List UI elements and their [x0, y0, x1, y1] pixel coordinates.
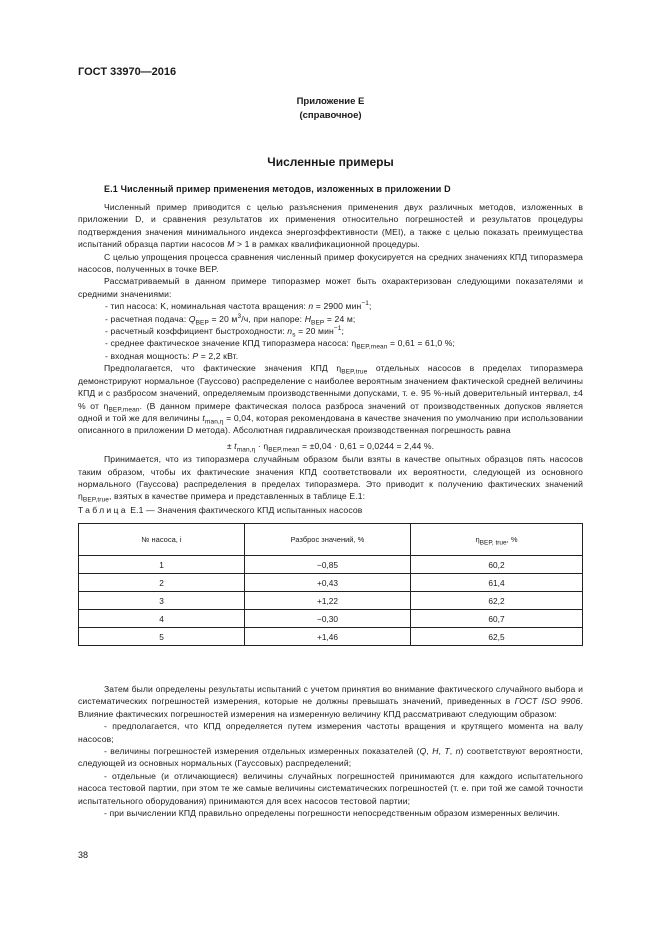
text-segment: /ч, при напоре: — [241, 313, 305, 324]
text-segment: Принимается, что из типоразмера случайным образом были взяты в качестве опытных образцов пять насосов таким образом, чтобы их фактические значения КПД соответствовали их вероятности, следующей из основного нормального (Гауссова) распределения в пределах типоразмера. Это приводит к получению фактических значений η — [78, 454, 583, 502]
text-segment: ; — [341, 326, 345, 337]
list-item — [78, 325, 583, 337]
text-segment: −1 — [361, 300, 370, 308]
table-row — [79, 610, 583, 628]
text-segment: - расчетная подача: — [105, 313, 189, 324]
header-unit: , % — [506, 535, 518, 544]
text-segment: BEP — [195, 319, 209, 327]
text-segment: - величины погрешностей измерения отдельных измеренных показателей ( — [104, 746, 420, 757]
cell-spread: +0,43 — [245, 574, 411, 592]
cell-pump-number: 3 — [79, 592, 245, 610]
list-item — [78, 770, 583, 807]
header-pump-number: № насоса, i — [79, 524, 245, 556]
text-segment: man,η — [236, 446, 256, 454]
table-row — [79, 574, 583, 592]
text-segment: , — [438, 746, 445, 757]
text-segment: ) соответствуют вероятности, следующей из основных нормальных (Гауссовых) распределений; — [78, 746, 584, 769]
text-segment: - отдельные (и отличающиеся) величины случайных погрешностей принимаются для каждого испытательного насоса тестовой партии, при этом те же самые величины систематических погрешностей (т. е. при той же самой точности испытательного оборудования) принимаются для всех насосов тестовой партии; — [78, 770, 583, 806]
efficiency-table — [78, 523, 583, 646]
table-header-row — [79, 524, 583, 556]
text-segment: = 0,61 = 61,0 %; — [387, 338, 456, 349]
text-segment: - входная мощность: — [105, 350, 193, 361]
paragraph — [78, 275, 583, 300]
text-segment: - среднее фактическое значение КПД типоразмера насоса: η — [105, 338, 357, 349]
cell-pump-number: 5 — [79, 628, 245, 646]
paragraph — [78, 251, 583, 276]
cell-spread: +1,46 — [245, 628, 411, 646]
section-title: Численные примеры — [267, 155, 394, 169]
cell-efficiency: 62,2 — [411, 592, 583, 610]
list-item — [78, 745, 583, 770]
text-segment: . (В данном примере фактическая полоса разброса значений от производственных допусков является одной и той же для величины — [78, 400, 583, 423]
text-segment: M — [227, 239, 235, 250]
text-segment: , — [426, 746, 433, 757]
text-segment: > 1 в рамках квалификационной процедуры. — [234, 239, 420, 250]
body-text-block-1 — [78, 201, 583, 503]
cell-spread: −0,30 — [245, 610, 411, 628]
list-item — [78, 313, 583, 325]
cell-spread: −0,85 — [245, 556, 411, 574]
text-segment: С целью упрощения процесса сравнения численный пример фокусируется на средних значениях КПД типоразмера насосов, полученных в точке BEP. — [78, 251, 583, 275]
text-segment: T — [444, 746, 450, 757]
text-segment: , — [449, 746, 456, 757]
text-segment: = 2900 мин — [313, 301, 362, 312]
text-segment: Q — [419, 746, 427, 757]
cell-efficiency: 60,7 — [411, 610, 583, 628]
text-segment: BEP,mean — [108, 406, 140, 414]
text-segment: BEP,true — [341, 369, 368, 376]
text-segment: H — [432, 746, 439, 757]
text-segment: = 0,04, которая рекомендована в качестве значения по умолчанию при использовании описанного в приложении D метода). Абсолютная гидравлическая производственная погрешность равна — [78, 412, 583, 436]
cell-pump-number: 1 — [79, 556, 245, 574]
cell-pump-number: 4 — [79, 610, 245, 628]
text-segment: = 20 мин — [295, 326, 334, 337]
text-segment: ; — [369, 301, 372, 312]
text-segment: отдельных насосов в пределах типоразмера демонстрируют нормальное (Гауссово) распределение с наиболее вероятным значением фактической средней величины КПД и с разбросом значений, определяемым производственными допусками, т. е. 95 %-ный доверительный интервал, ±4 % от η — [78, 363, 583, 411]
text-segment: - при вычислении КПД правильно определены погрешности непосредственным образом измеренных величин. — [104, 808, 560, 819]
text-segment: 3 — [237, 312, 242, 320]
document-header: ГОСТ 33970—2016 — [78, 66, 177, 78]
text-segment: BEP,true — [82, 497, 110, 505]
text-segment: , взятых в качестве примера и представленных в таблице E.1: — [109, 491, 366, 502]
list-item — [78, 720, 583, 745]
text-segment: Рассматриваемый в данном примере типоразмер может быть охарактеризован следующими показателями и средними значениями: — [78, 276, 583, 299]
subsection-heading: E.1 Численный пример применения методов, изложенных в приложении D — [104, 184, 451, 194]
appendix-note: (справочное) — [299, 110, 362, 121]
table-row — [79, 556, 583, 574]
text-segment: P — [192, 350, 199, 361]
cell-efficiency: 60,2 — [411, 556, 583, 574]
text-segment: - тип насоса: K, номинальная частота вращения: — [105, 301, 309, 312]
table-caption-label: Таблица — [78, 505, 128, 515]
text-segment: BEP,mean — [268, 446, 300, 454]
text-segment: H — [304, 313, 312, 324]
paragraph — [78, 362, 583, 436]
text-segment: n — [287, 326, 293, 337]
text-segment: Q — [188, 313, 196, 324]
cell-efficiency: 62,5 — [411, 628, 583, 646]
text-segment: . Влияние фактических погрешностей измерения на измеренную величину КПД рассматривают следующим образом: — [78, 696, 583, 719]
text-segment: ГОСТ ISO 9906 — [514, 696, 581, 707]
text-segment: ± — [226, 440, 235, 451]
list-item — [78, 807, 583, 819]
table-row — [79, 592, 583, 610]
list-item — [78, 350, 583, 362]
text-segment: s — [292, 331, 296, 339]
paragraph — [78, 453, 583, 503]
text-segment: BEP,mean — [356, 344, 388, 352]
text-segment: Численный пример приводится с целью разъяснения применения двух различных методов, изложенных в приложении D, и сравнения результатов их применения относительно погрешностей и результатов процедуры подтверждения значения минимального индекса энергоэффективности (MEI), а также с целью показать преимущества испытаний образца партии насосов — [78, 202, 583, 250]
text-segment: BEP — [311, 319, 325, 327]
eta-subscript: BEP, true — [479, 539, 507, 547]
text-segment: - предполагается, что КПД определяется путем измерения частоты вращения и крутящего момента на валу насосов; — [78, 721, 583, 744]
text-segment: = ±0,04 · 0,61 = 0,0244 = 2,44 %. — [299, 440, 435, 451]
text-segment: = 20 м — [208, 313, 238, 324]
text-segment: · η — [255, 440, 269, 451]
body-text-block-2 — [78, 683, 583, 819]
paragraph — [78, 683, 583, 720]
table-caption-text: E.1 — Значения фактического КПД испытанных насосов — [127, 505, 363, 515]
text-segment: Предполагается, что фактические значения КПД η — [104, 363, 342, 374]
paragraph — [78, 201, 583, 251]
text-segment: t — [234, 440, 237, 451]
table-caption — [78, 505, 362, 515]
text-segment: n — [308, 301, 314, 312]
list-item — [78, 337, 583, 352]
appendix-heading — [78, 95, 583, 123]
text-segment: = 24 м; — [324, 313, 356, 324]
page-number: 38 — [78, 850, 89, 860]
text-segment: n — [455, 746, 461, 757]
cell-pump-number: 2 — [79, 574, 245, 592]
text-segment: - расчетный коэффициент быстроходности: — [105, 326, 288, 337]
text-segment: man,η — [204, 418, 224, 426]
table-row — [79, 628, 583, 646]
appendix-title: Приложение E — [296, 96, 365, 107]
text-segment: Затем были определены результаты испытаний с учетом принятия во внимание фактического случайного выбора и систематических погрешностей измерения, которые не должны превышать значений, приведенных в — [78, 684, 583, 707]
text-segment: = 2,2 кВт. — [198, 350, 239, 361]
eta-symbol: η — [475, 535, 480, 544]
header-efficiency — [411, 524, 583, 556]
cell-spread: +1,22 — [245, 592, 411, 610]
text-segment: t — [202, 412, 205, 423]
cell-efficiency: 61,4 — [411, 574, 583, 592]
text-segment: −1 — [333, 325, 342, 333]
header-spread: Разброс значений, % — [245, 524, 411, 556]
formula — [78, 440, 583, 452]
list-item — [78, 300, 583, 312]
